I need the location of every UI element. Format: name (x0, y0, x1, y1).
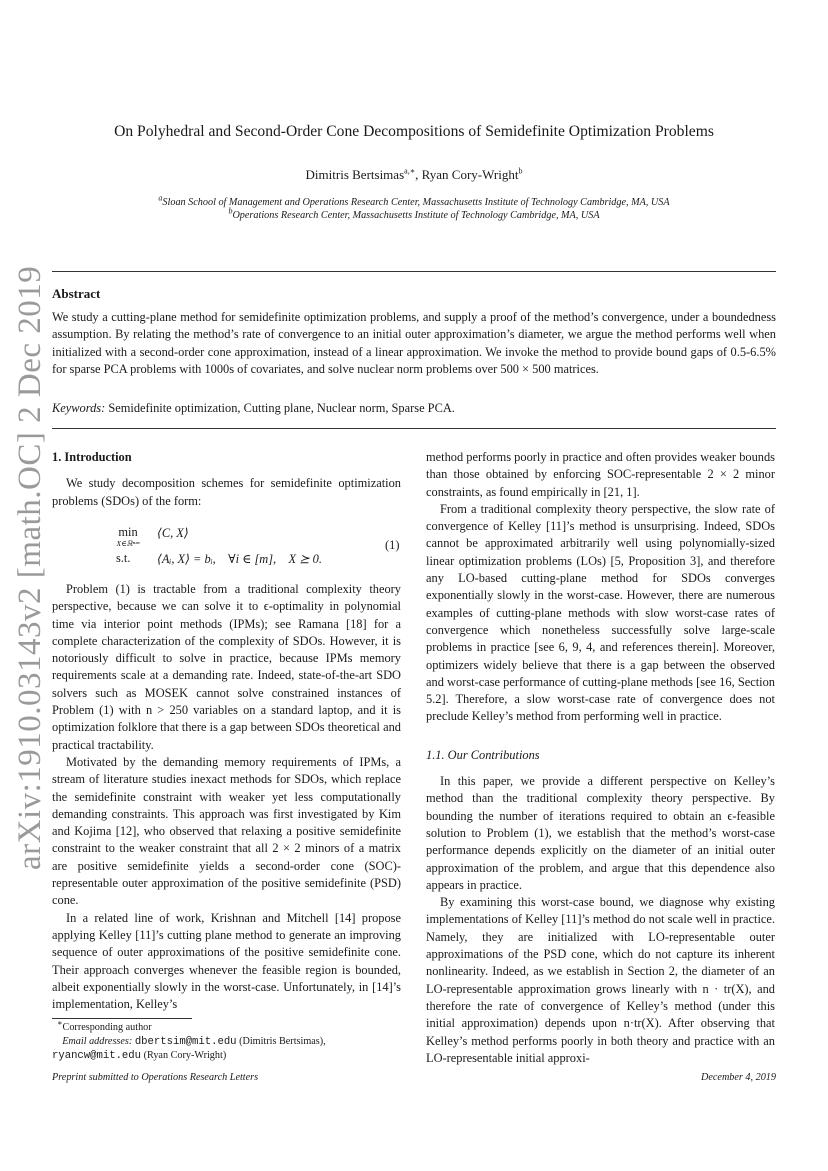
email-cory-wright: ryancw@mit.edu (52, 1050, 142, 1062)
affiliation-b (0, 206, 828, 221)
eq-constraint: ⟨Aᵢ, X⟩ = bᵢ, ∀i ∈ [m], X ⪰ 0. (157, 552, 322, 566)
author-1-marks: a,∗ (404, 166, 416, 176)
arxiv-stamp: arXiv:1910.03143v2 [math.OC] 2 Dec 2019 (12, 265, 48, 870)
author-2-marks: b (518, 166, 523, 176)
footnote-mark: ∗ (57, 1018, 63, 1028)
keywords-line (52, 401, 455, 416)
abstract-body: We study a cutting-plane method for semidefinite optimization problems, and supply a proof of the method’s convergence, under a boundedness assumption. By relating the method’s rate of convergence to an initial outer approximation’s diameter, we argue the method performs well when initialized with a second-order cone approximation, instead of a linear approximation. We invoke the method to provide bound gaps of 0.5-6.5% for sparse PCA problems with 1000s of covariates, and solve nuclear norm problems over 500 × 500 matrices. (52, 310, 776, 376)
eq-subject-to: s.t. (116, 551, 131, 565)
section-heading: 1. Introduction (52, 450, 132, 464)
intro-paragraph-1: We study decomposition schemes for semidefinite optimization problems (SDOs) of the form: (52, 476, 401, 508)
left-column (52, 449, 401, 510)
footnote-emails (52, 1035, 402, 1063)
abstract-rule (52, 428, 776, 429)
affiliation-b-mark: b (228, 206, 233, 216)
intro-paragraph-3: Motivated by the demanding memory requirements of IPMs, a stream of literature studies inexact methods for SDOs, which replace the semidefinite constraint with weaker yet less computationally demanding constraints. This approach was first investigated by Kim and Kojima [12], who observed that relaxing a positive semidefinite constraint to the weaker constraint that all 2 × 2 minors of a matrix are positive semidefinite yields a second-order cone (SOC)-representable outer approximation of the positive semidefinite (PSD) cone. (52, 754, 401, 908)
contrib-paragraph-2: By examining this worst-case bound, we diagnose why existing implementations of Kelley [11]’s method do not scale well in practice. Namely, they are initialized with LO-representable outer approximations of the PSD cone, which do not capture its inherent nonlinearity. Indeed, as we establish in Section 2, the diameter of an LO-representable approximation grows linearly with n · tr(X), and therefore the rate of convergence of Kelley’s method (under this initial approximation) depends upon n·tr(X). After observing that Kelley’s method performs poorly in both theory and practice with an LO-representable initial approxi- (426, 895, 775, 1065)
author-1: Dimitris Bertsimas (305, 167, 405, 182)
intro-paragraph-5: method performs poorly in practice and often provides weaker bounds than those obtained by enforcing SOC-representable 2 × 2 minor constraints, as found empirically in [21, 1]. (426, 450, 775, 499)
contrib-paragraph-1: In this paper, we provide a different perspective on Kelley’s method than the traditional complexity theory perspective. By bounding the number of iterations required to obtain an ϵ-feasible solution to Problem (1), we establish that the method’s worst-case performance depends explicitly on the diameter of an initial outer approximation of the problem, and argue that this dependence also appears in practice. (426, 774, 775, 892)
intro-paragraph-2: Problem (1) is tractable from a traditional complexity theory perspective, because we can solve it to ϵ-optimality in polynomial time via interior point methods (IPMs); see Ramana [18] for a complete characterization of the complexity of SDOs. However, it is notoriously difficult to solve in practice, because IPMs memory requirements scale at a demanding rate. Indeed, state-of-the-art SDO solvers such as MOSEK cannot solve constrained instances of Problem (1) with n > 250 variables on a standard laptop, and it is optimization folklore that there is a gap between SDOs theoretical and practical tractability. (52, 582, 401, 752)
footnote-rule (52, 1018, 192, 1019)
affiliation-a-mark: a (158, 193, 163, 203)
footnote-corresponding-text: Corresponding author (62, 1022, 152, 1033)
eq-number: (1) (385, 538, 400, 552)
intro-paragraph-4: In a related line of work, Krishnan and Mitchell [14] propose applying Kelley [11]’s cutting plane method to generate an improving sequence of outer approximations of the positive semidefinite cone. Their approach converges whenever the feasible region is bounded, albeit exponentially slowly in the worst-case. Unfortunately, in [14]’s implementation, Kelley’s (52, 910, 401, 1012)
abstract-heading: Abstract (52, 286, 101, 301)
author-separator: , (415, 167, 422, 182)
subsection-heading: 1.1. Our Contributions (426, 747, 540, 762)
equation-1 (80, 520, 403, 570)
author-2: Ryan Cory-Wright (421, 167, 519, 182)
right-column (426, 449, 775, 1067)
top-rule (52, 271, 776, 272)
keywords-text: Semidefinite optimization, Cutting plane, Nuclear norm, Sparse PCA. (108, 401, 455, 415)
eq-min-subscript: X∈ℝⁿˣⁿ (116, 539, 140, 548)
email-cory-wright-name: (Ryan Cory-Wright) (143, 1050, 227, 1061)
affiliation-a (0, 193, 828, 208)
left-column-body (52, 581, 401, 1013)
affiliation-a-text: Sloan School of Management and Operations Research Center, Massachusetts Institute of Technology Cambridge, MA, USA (162, 197, 670, 208)
eq-min: min (118, 525, 138, 539)
email-bertsimas: dbertsim@mit.edu (134, 1036, 237, 1048)
keywords-label: Keywords: (52, 401, 106, 415)
intro-paragraph-6: From a traditional complexity theory perspective, the slow rate of convergence of Kelley [11]’s method is unsurprising. Indeed, SDOs cannot be approximated arbitrarily well using polynomially-sized linear optimization problems (LOs) [5, Proposition 3], and therefore any LO-based cutting-plane method for SDOs converges exponentially slowly in the worst-case. However, there are numerous examples of cutting-plane methods with slow worst-case rates of convergence which nonetheless successfully solve large-scale problems in practice [see 6, 9, 4, and references therein]. Moreover, optimizers widely believe that there is a gap between the observed and worst-case performance of cutting-plane methods [see 16, Section 5.2]. Therefore, a slow worst-case rate of convergence does not preclude Kelley’s method from performing well in practice. (426, 501, 775, 724)
eq-objective: ⟨C, X⟩ (157, 526, 189, 540)
paper-title: On Polyhedral and Second-Order Cone Decompositions of Semidefinite Optimization Problems (114, 123, 714, 140)
email-bertsimas-name: (Dimitris Bertsimas), (239, 1036, 326, 1047)
author-line (0, 167, 828, 183)
affiliation-b-text: Operations Research Center, Massachusetts Institute of Technology Cambridge, MA, USA (232, 210, 600, 221)
footer-right: December 4, 2019 (701, 1072, 776, 1083)
footer-left: Preprint submitted to Operations Research Letters (52, 1072, 259, 1083)
email-label: Email addresses: (62, 1036, 133, 1047)
footnote-corresponding (52, 1018, 152, 1035)
